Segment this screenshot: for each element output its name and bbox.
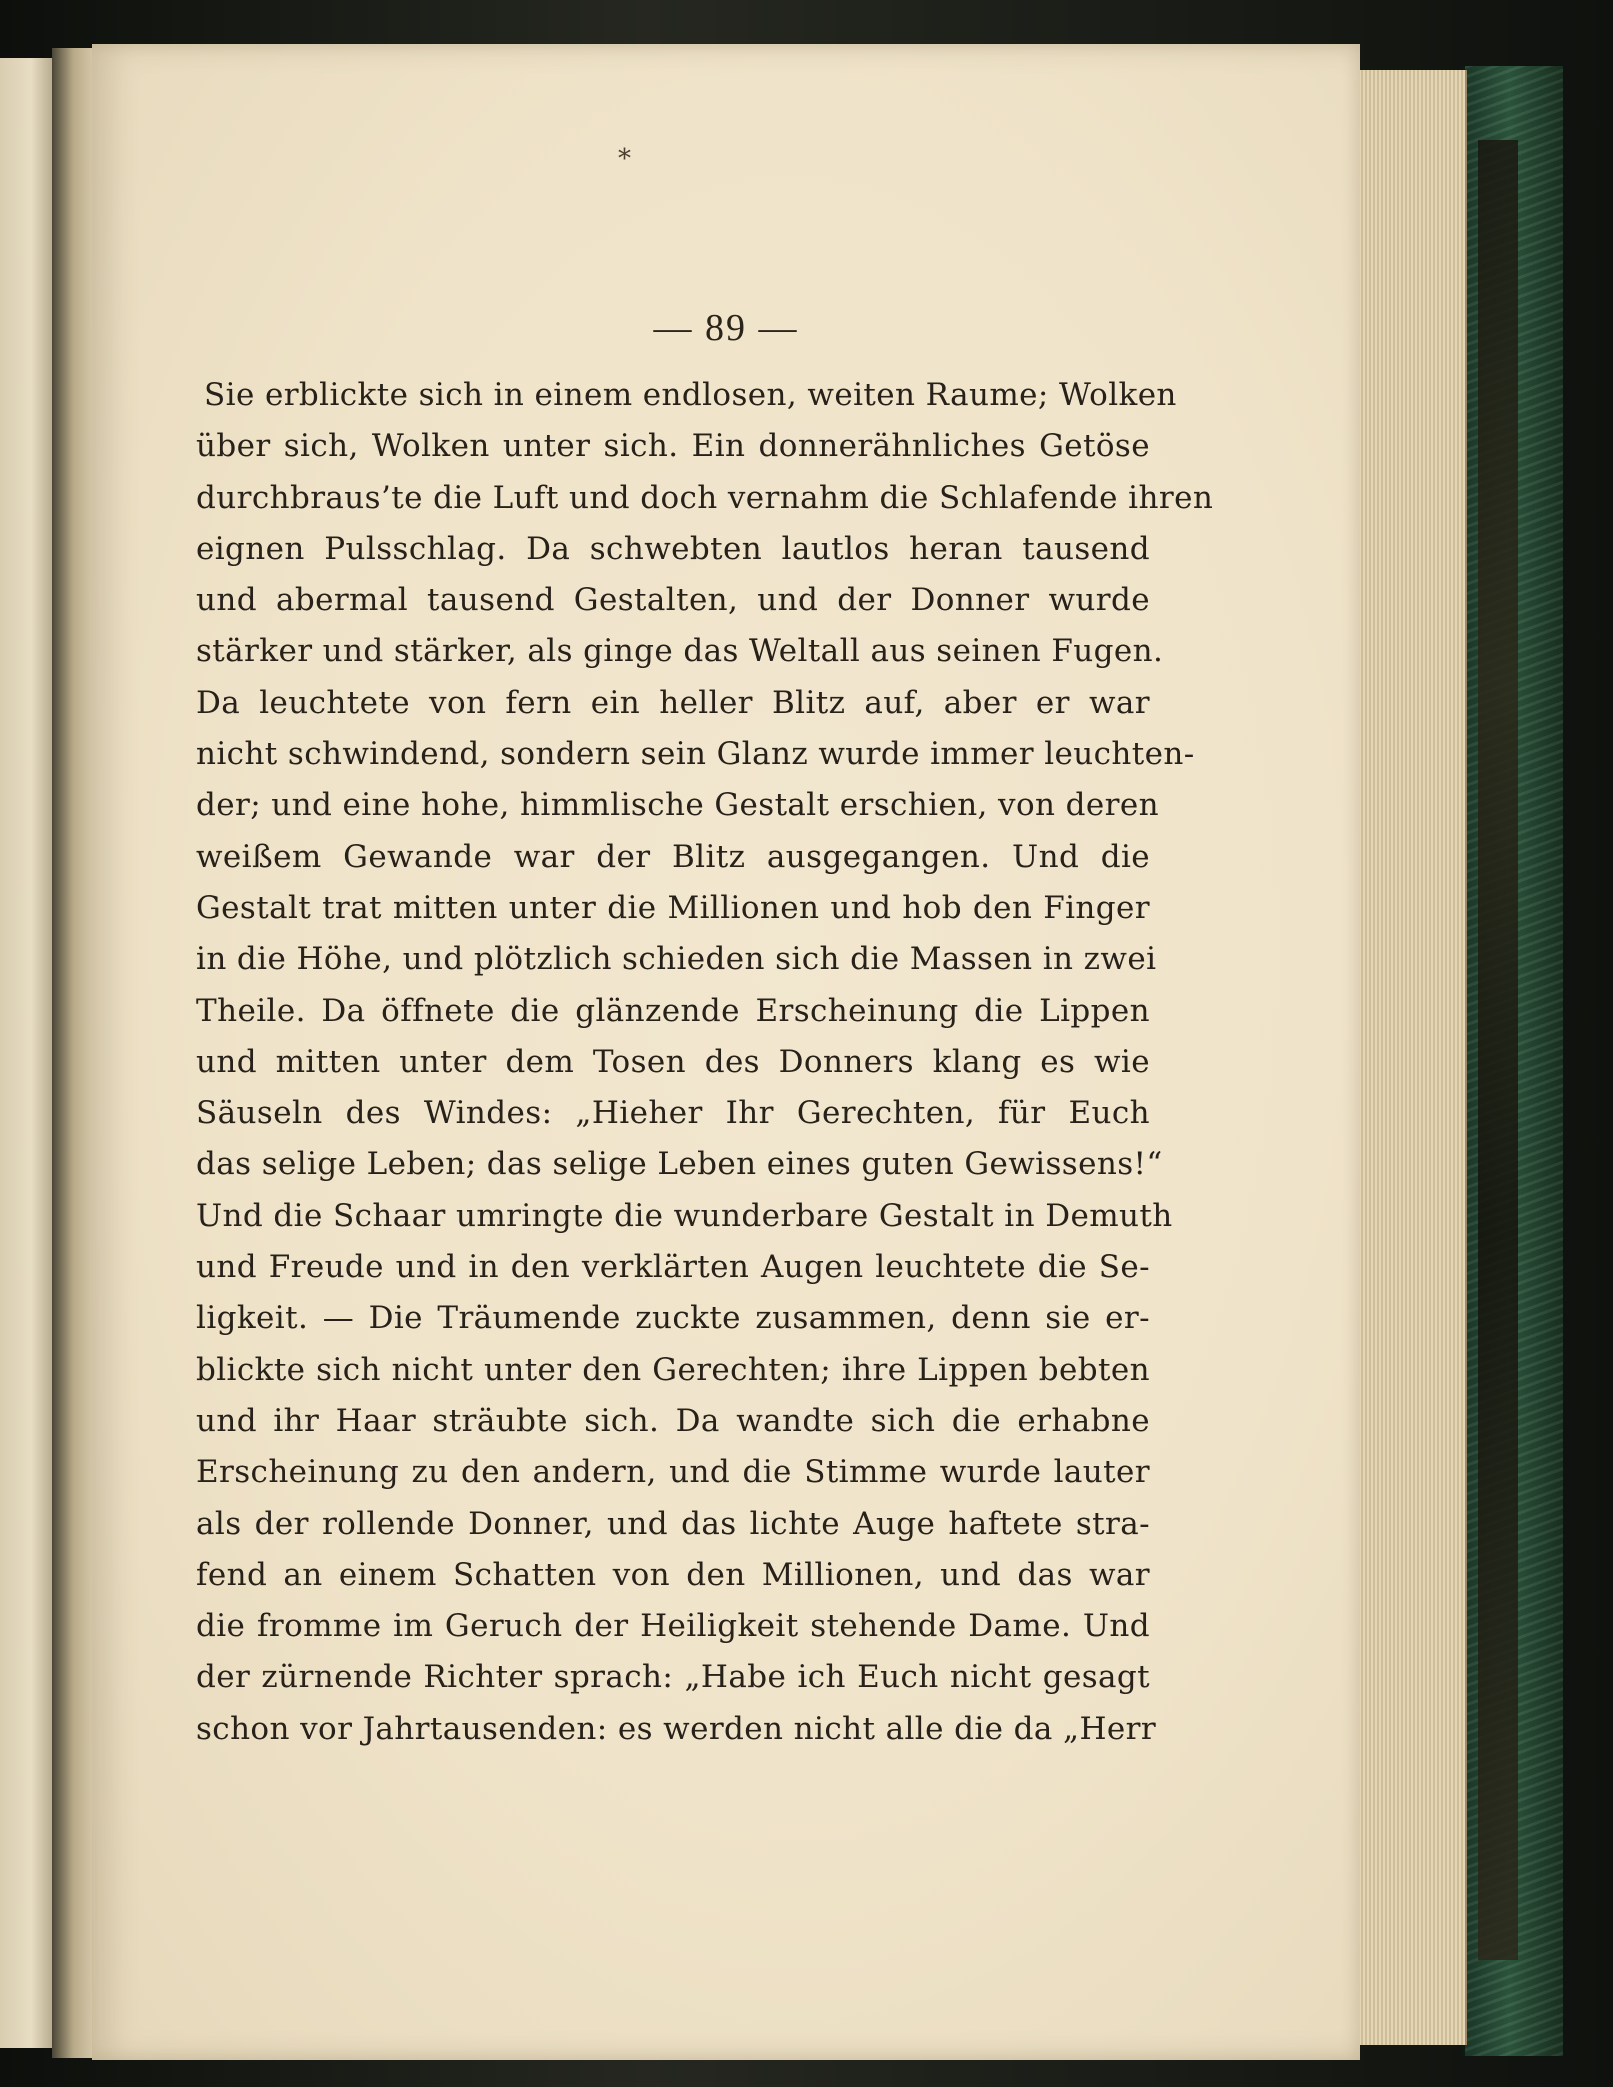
text-line: der zürnende Richter sprach: „Habe ich Euch nicht gesagt bbox=[196, 1659, 1150, 1696]
text-line: nicht schwindend, sondern sein Glanz wurde immer leuchten- bbox=[196, 736, 1195, 773]
text-line: Erscheinung zu den andern, und die Stimme wurde lauter bbox=[196, 1454, 1150, 1491]
printer-ornament: * bbox=[618, 144, 631, 174]
text-line: über sich, Wolken unter sich. Ein donnerähnliches Getöse bbox=[196, 428, 1150, 465]
text-line: die fromme im Geruch der Heiligkeit stehende Dame. Und bbox=[196, 1608, 1150, 1645]
text-line: in die Höhe, und plötzlich schieden sich die Massen in zwei bbox=[196, 941, 1157, 978]
body-text bbox=[196, 370, 1214, 1755]
text-line: und Freude und in den verklärten Augen leuchtete die Se- bbox=[196, 1249, 1150, 1286]
text-line: das selige Leben; das selige Leben eines guten Gewissens!“ bbox=[196, 1146, 1163, 1183]
text-line: durchbraus’te die Luft und doch vernahm die Schlafende ihren bbox=[196, 479, 1214, 516]
book-page bbox=[92, 44, 1360, 2060]
text-line: Da leuchtete von fern ein heller Blitz auf, aber er war bbox=[196, 684, 1150, 721]
text-line: ligkeit. — Die Träumende zuckte zusammen, denn sie er- bbox=[196, 1300, 1150, 1337]
text-line: und abermal tausend Gestalten, und der Donner wurde bbox=[196, 582, 1150, 619]
text-line: Sie erblickte sich in einem endlosen, weiten Raume; Wolken bbox=[204, 377, 1177, 413]
text-line: der; und eine hohe, himmlische Gestalt erschien, von deren bbox=[196, 787, 1159, 824]
text-line: eignen Pulsschlag. Da schwebten lautlos heran tausend bbox=[196, 530, 1150, 567]
text-line: blickte sich nicht unter den Gerechten; ihre Lippen bebten bbox=[196, 1351, 1150, 1388]
text-line: Theile. Da öffnete die glänzende Erscheinung die Lippen bbox=[196, 992, 1150, 1029]
text-line: und mitten unter dem Tosen des Donners klang es wie bbox=[196, 1043, 1150, 1080]
text-line: schon vor Jahrtausenden: es werden nicht alle die da „Herr bbox=[196, 1710, 1157, 1747]
text-line: stärker und stärker, als ginge das Weltall aus seinen Fugen. bbox=[196, 633, 1164, 670]
text-line: als der rollende Donner, und das lichte Auge haftete stra- bbox=[196, 1505, 1150, 1542]
facing-page-edge bbox=[0, 58, 54, 2048]
text-line: Säuseln des Windes: „Hieher Ihr Gerechten, für Euch bbox=[196, 1095, 1150, 1132]
text-line: und ihr Haar sträubte sich. Da wandte sich die erhabne bbox=[196, 1402, 1150, 1439]
page-edges bbox=[1355, 70, 1467, 2045]
text-line: weißem Gewande war der Blitz ausgegangen. Und die bbox=[196, 838, 1150, 875]
text-line: Gestalt trat mitten unter die Millionen und hob den Finger bbox=[196, 889, 1150, 926]
text-line: fend an einem Schatten von den Millionen, und das war bbox=[196, 1556, 1150, 1593]
cover-spine-shadow bbox=[1478, 140, 1518, 1960]
page-number: — 89 — bbox=[653, 307, 799, 349]
text-line: Und die Schaar umringte die wunderbare Gestalt in Demuth bbox=[196, 1197, 1173, 1234]
